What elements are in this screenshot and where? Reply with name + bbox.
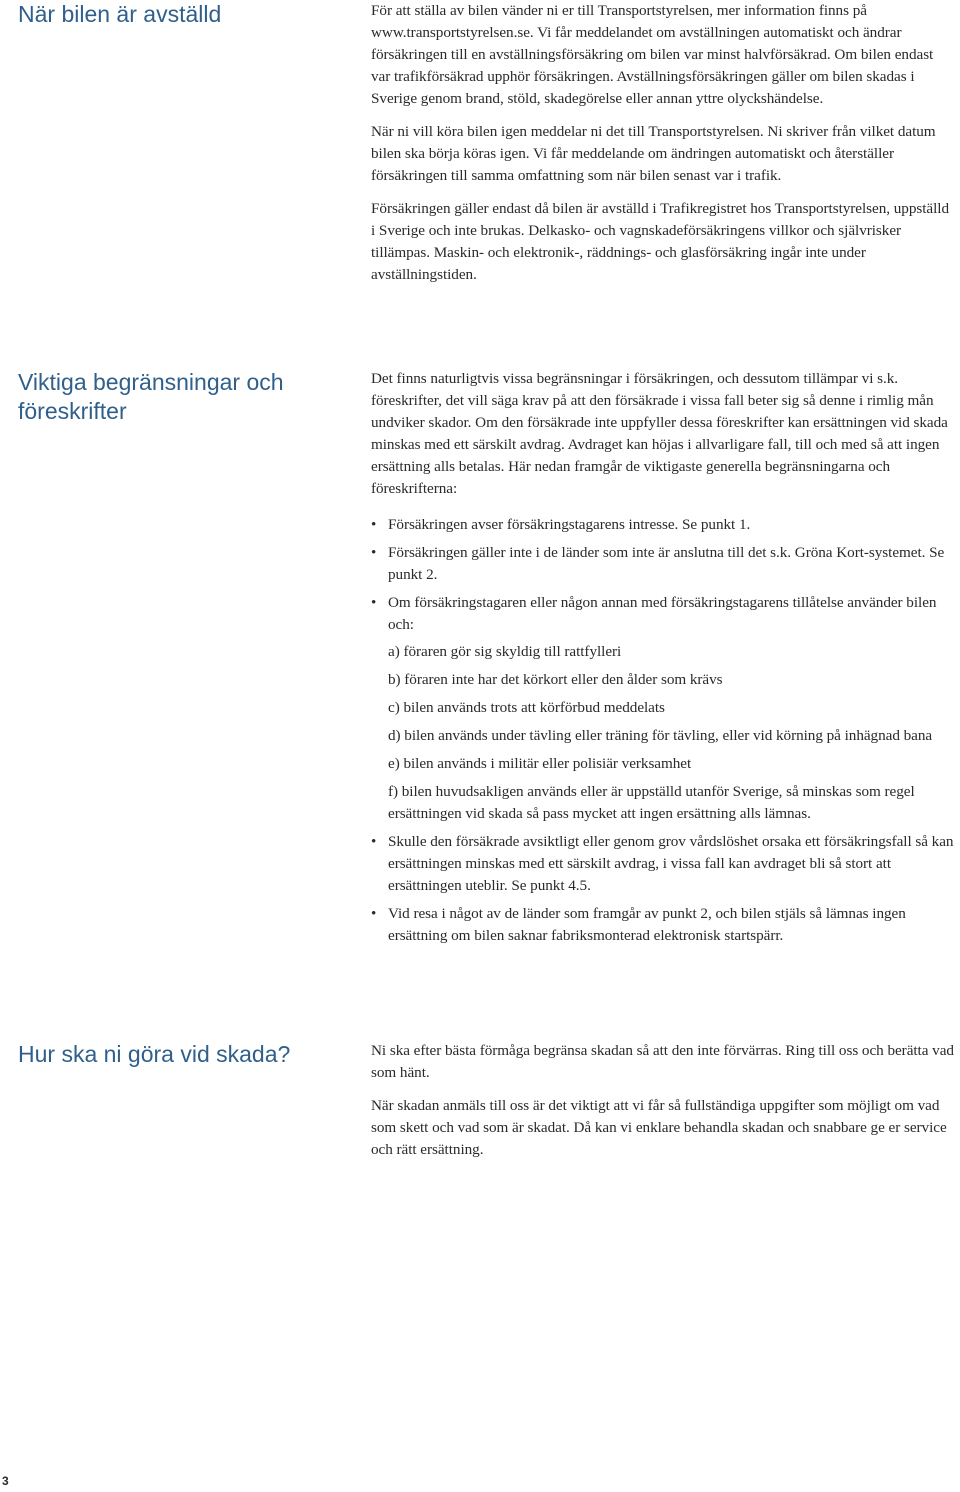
sub-list-item: c) bilen används trots att körförbud meddelats <box>388 699 665 716</box>
paragraph: När ni vill köra bilen igen meddelar ni det till Transportstyrelsen. Ni skriver från vilket datum bilen ska börja köras igen. Vi får meddelande om ändringen automatiskt och återställer försäkringen till samma omfattning som när bilen senast var i trafik. <box>371 123 936 184</box>
section-heading: Viktiga begränsningar och föreskrifter <box>18 369 284 424</box>
bullet-icon: • <box>371 516 377 533</box>
restrictions-list <box>371 514 956 947</box>
sub-list <box>388 641 956 825</box>
paragraph: Försäkringen gäller endast då bilen är avställd i Trafikregistret hos Transportstyrelsen, uppställd i Sverige och inte brukas. Delkasko- och vagnskadeförsäkringens villkor och självrisker tillämpas. Maskin- och elektronik-, räddnings- och glasförsäkring ingår inte under avställningstiden. <box>371 200 949 283</box>
sub-list-item: b) föraren inte har det körkort eller den ålder som krävs <box>388 671 723 688</box>
section-body <box>371 1040 956 1172</box>
paragraph: När skadan anmäls till oss är det viktigt att vi får så fullständiga uppgifter som möjligt om vad som skett och vad som är skadat. Då kan vi enklare behandla skadan och snabbare ge er service och rätt ersättning. <box>371 1097 947 1158</box>
page-number: 3 <box>2 1474 9 1488</box>
list-item: • Om försäkringstagaren eller någon annan med försäkringstagarens tillåtelse använder bilen och: a) föraren gör sig skyldig till rattfylleri b) föraren inte har det körkort eller den ålder som krävs c) bilen används trots att körförbud meddelats d) bilen används under tävling eller träning för tävling, eller vid körning på inhägnad bana e) bilen används i militär eller polisiär verksamhet f) bilen huvudsakligen används eller är uppställd utanför Sverige, så minskas som regel ersättningen vid skada så pass mycket att ingen ersättning alls lämnas. <box>371 592 956 825</box>
paragraph: Ni ska efter bästa förmåga begränsa skadan så att den inte förvärras. Ring till oss och berätta vad som hänt. <box>371 1042 954 1081</box>
section-heading: Hur ska ni göra vid skada? <box>18 1041 291 1067</box>
paragraph: Det finns naturligtvis vissa begränsningar i försäkringen, och dessutom tillämpar vi s.k. föreskrifter, det vill säga krav på att den försäkrade i vissa fall beter sig så denne i rimlig mån undviker skador. Om den försäkrade inte uppfyller dessa föreskrifter kan ersättningen vid skada minskas med ett särskilt avdrag. Avdraget kan höjas i allvarligare fall, till och med så att ingen ersättning alls betalas. Här nedan framgår de viktigaste generella begränsningarna och föreskrifterna: <box>371 370 948 497</box>
paragraph: För att ställa av bilen vänder ni er till Transportstyrelsen, mer information finns på www.transportstyrelsen.se. Vi får meddelandet om avställningen automatiskt och ändrar försäkringen till en avställningsförsäkring om bilen var minst halvförsäkrad. Om bilen endast var trafikförsäkrad upphör försäkringen. Avställningsförsäkringen gäller om bilen skadas i Sverige genom brand, stöld, skadegörelse eller annan yttre olyckshändelse. <box>371 2 934 107</box>
bullet-icon: • <box>371 544 377 561</box>
list-item: • Skulle den försäkrade avsiktligt eller genom grov vårdslöshet orsaka ett försäkringsfall så kan ersättningen minskas med ett särskilt avdrag, i vissa fall kan avdraget bli så stort att ersättningen uteblir. Se punkt 4.5. <box>371 833 954 894</box>
list-item: • Försäkringen gäller inte i de länder som inte är anslutna till det s.k. Gröna Kort-systemet. Se punkt 2. <box>371 544 945 583</box>
section-body <box>371 0 956 297</box>
bullet-icon: • <box>371 594 377 611</box>
section-body <box>371 368 956 953</box>
bullet-icon: • <box>371 833 377 850</box>
list-item: • Försäkringen avser försäkringstagarens intresse. Se punkt 1. <box>371 514 956 536</box>
section-heading: När bilen är avställd <box>18 1 222 27</box>
sub-list-item: a) föraren gör sig skyldig till rattfylleri <box>388 643 622 660</box>
sub-list-item: f) bilen huvudsakligen används eller är uppställd utanför Sverige, så minskas som regel ersättningen vid skada så pass mycket att ingen ersättning alls lämnas. <box>388 783 915 822</box>
bullet-icon: • <box>371 905 377 922</box>
list-item: • Vid resa i något av de länder som framgår av punkt 2, och bilen stjäls så lämnas ingen ersättning om bilen saknar fabriksmonterad elektronisk startspärr. <box>371 905 906 944</box>
sub-list-item: d) bilen används under tävling eller träning för tävling, eller vid körning på inhägnad bana <box>388 727 933 744</box>
sub-list-item: e) bilen används i militär eller polisiär verksamhet <box>388 755 692 772</box>
